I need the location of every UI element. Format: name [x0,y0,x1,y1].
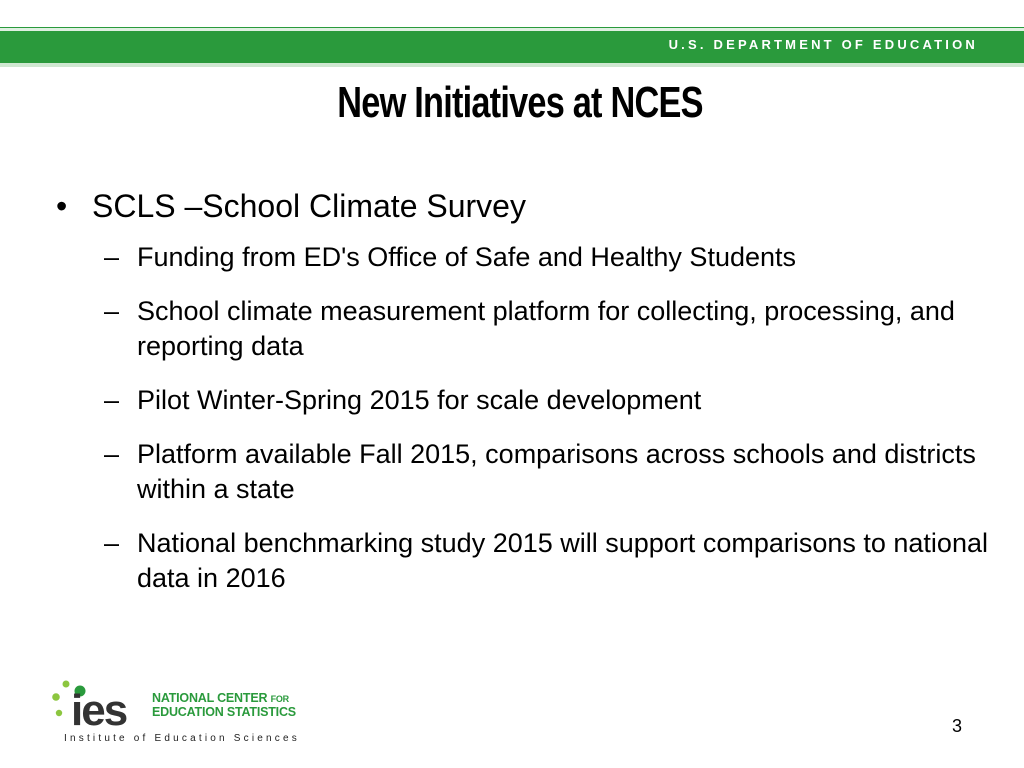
bullet-list [56,184,996,615]
sub-bullet-text: School climate measurement platform for collecting, processing, and reporting data [137,296,955,361]
sub-bullet-item [104,437,996,507]
logo-line-national-center: NATIONAL CENTER FOR [152,691,289,705]
sub-bullet-text: Funding from ED's Office of Safe and Healthy Students [137,242,797,272]
sub-bullet-text: Pilot Winter-Spring 2015 for scale development [137,385,702,415]
sub-bullet-item [104,383,996,418]
ies-nces-logo [50,680,300,750]
agency-name: U.S. DEPARTMENT OF EDUCATION [668,37,978,52]
sub-bullet-marker: – [104,385,120,415]
sub-bullet-item [104,240,996,275]
sub-bullet-text: National benchmarking study 2015 will support comparisons to national data in 2016 [137,528,988,593]
slide-title: New Initiatives at NCES [337,78,703,127]
svg-text:ies: ies [71,686,127,730]
sub-bullet-text: Platform available Fall 2015, comparisons across schools and districts within a state [137,439,976,504]
sub-bullet-marker: – [104,528,120,558]
bullet-item [56,184,996,228]
page-number: 3 [951,716,962,736]
sub-bullet-item [104,294,996,364]
logo-line-education-statistics: EDUCATION STATISTICS [152,705,296,719]
logo-subtitle: Institute of Education Sciences [64,733,300,744]
ies-logo-icon [50,680,154,730]
sub-bullet-marker: – [104,242,120,272]
sub-bullet-marker: – [104,296,120,326]
header-stripe [0,28,1024,31]
sub-bullet-item [104,526,996,596]
sub-bullet-marker: – [104,439,120,469]
header-band [0,27,1024,63]
sub-bullet-list [56,240,996,596]
header-underline [0,63,1024,67]
bullet-marker: • [56,188,68,224]
bullet-text: SCLS –School Climate Survey [92,188,526,224]
